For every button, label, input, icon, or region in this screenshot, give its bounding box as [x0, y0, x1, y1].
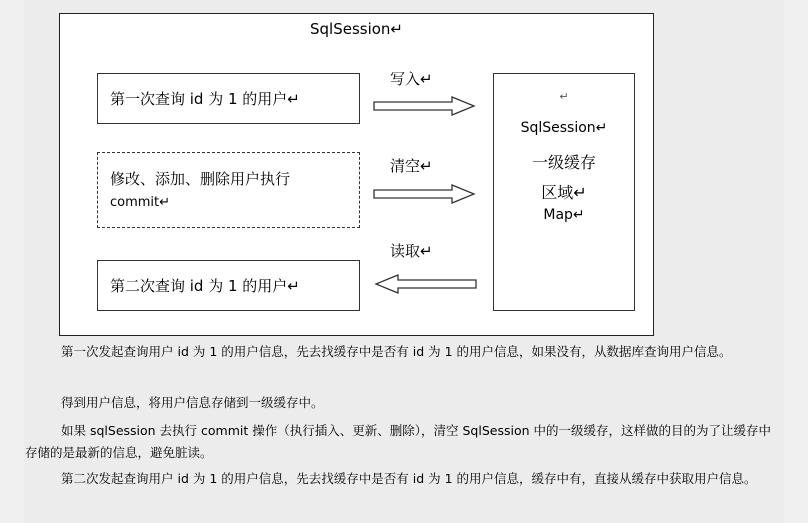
write-arrow-label: 写入↵	[390, 70, 433, 88]
clear-arrow-icon	[372, 184, 478, 204]
commit-box	[97, 152, 360, 228]
first-query-label: 第一次查询 id 为 1 的用户↵	[110, 90, 300, 108]
cache-label-level1: 一级缓存	[531, 153, 596, 172]
first-query-box	[97, 73, 360, 124]
cache-label-map: Map↵	[543, 207, 585, 223]
cache-label-sqlsession: SqlSession↵	[520, 120, 608, 136]
cache-label-area: 区域↵	[541, 183, 587, 202]
read-arrow-icon	[372, 274, 478, 294]
read-arrow-label: 读取↵	[390, 242, 433, 260]
second-query-label: 第二次查询 id 为 1 的用户↵	[110, 277, 300, 295]
paragraph-commit-clear: 如果 sqlSession 去执行 commit 操作（执行插入、更新、删除），清空 SqlSession 中的一级缓存，这样做的目的为了让缓存中存储的是最新的信息，避免脏读。	[25, 423, 771, 460]
clear-arrow-label: 清空↵	[390, 157, 433, 175]
sqlsession-cache-box	[493, 73, 635, 311]
paragraph-second-query: 第二次发起查询用户 id 为 1 的用户信息，先去找缓存中是否有 id 为 1 的用户信息，缓存中有，直接从缓存中获取用户信息。	[61, 471, 757, 486]
second-query-box	[97, 260, 360, 311]
commit-label-line1: 修改、添加、删除用户执行	[110, 170, 291, 188]
write-arrow-icon	[372, 96, 478, 116]
cache-diagram	[59, 13, 654, 336]
diagram-title: SqlSession↵	[309, 20, 403, 38]
cache-return-mark: ↵	[559, 90, 569, 103]
paragraph-store-cache: 得到用户信息，将用户信息存储到一级缓存中。	[61, 395, 324, 410]
paragraph-first-query: 第一次发起查询用户 id 为 1 的用户信息，先去找缓存中是否有 id 为 1 的用户信息，如果没有，从数据库查询用户信息。	[61, 344, 732, 359]
commit-label-line2: commit↵	[110, 195, 171, 210]
